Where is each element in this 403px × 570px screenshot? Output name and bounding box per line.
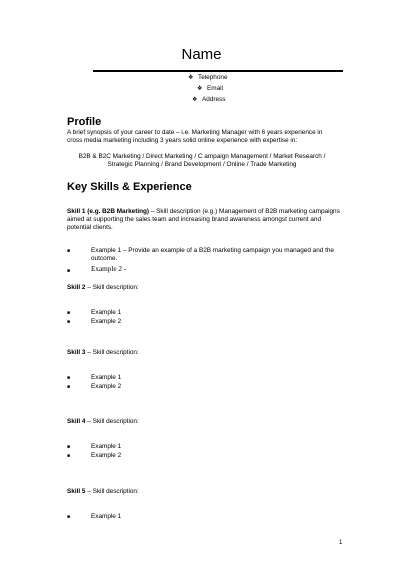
skill3-example2: Example 2 <box>91 383 122 390</box>
skill5-title: Skill 5 <box>67 488 86 495</box>
profile-heading: Profile <box>67 116 102 128</box>
skill4-line: Skill 4 – Skill description: <box>67 418 139 425</box>
skill2-line: Skill 2 – Skill description: <box>67 284 139 291</box>
diamond-cluster-icon: ❖ <box>197 86 203 92</box>
skill1-block: Skill 1 (e.g. B2B Marketing) – Skill description (e.g.) Management of B2B marketing campaigns aimed at supporting the sales team and increasing brand awareness amongst current and potential clients. <box>67 208 340 231</box>
square-bullet-icon: ■ <box>67 310 71 316</box>
diamond-cluster-icon: ❖ <box>192 97 198 103</box>
skills-heading: Key Skills & Experience <box>67 181 192 193</box>
skill3-example1: Example 1 <box>91 374 122 381</box>
diamond-cluster-icon: ❖ <box>188 75 194 81</box>
skill4-title: Skill 4 <box>67 418 86 425</box>
skill3-title: Skill 3 <box>67 349 86 356</box>
skill1-example2: Example 2 - <box>91 265 127 273</box>
skill4-example1: Example 1 <box>91 443 122 450</box>
profile-expertise: B2B & B2C Marketing / Direct Marketing / C ampaign Management / Market Research / Strategic Planning / Brand Development / Online / Trade Marketing <box>78 153 326 168</box>
contact-telephone: ❖ Telephone <box>188 74 228 81</box>
skill2-example2: Example 2 <box>91 318 122 325</box>
square-bullet-icon: ■ <box>67 319 71 325</box>
header-divider <box>93 70 343 72</box>
square-bullet-icon: ■ <box>67 268 71 274</box>
square-bullet-icon: ■ <box>67 444 71 450</box>
contact-email: ❖ Email <box>197 85 223 92</box>
square-bullet-icon: ■ <box>67 514 71 520</box>
skill2-title: Skill 2 <box>67 284 86 291</box>
skill3-line: Skill 3 – Skill description: <box>67 349 139 356</box>
skill5-line: Skill 5 – Skill description: <box>67 488 139 495</box>
profile-synopsis: A brief synopsis of your career to date – i.e. Marketing Manager with 6 years experience in cross media marketing including 3 years solid online experience with expertise in: <box>67 129 323 144</box>
square-bullet-icon: ■ <box>67 375 71 381</box>
skill5-example1: Example 1 <box>91 513 122 520</box>
square-bullet-icon: ■ <box>67 248 71 254</box>
page-number: 1 <box>339 540 343 546</box>
resume-name: Name <box>181 46 222 63</box>
contact-address: ❖ Address <box>192 96 226 103</box>
square-bullet-icon: ■ <box>67 453 71 459</box>
skill1-example1: Example 1 – Provide an example of a B2B marketing campaign you managed and the outcome. <box>91 247 334 262</box>
square-bullet-icon: ■ <box>67 384 71 390</box>
skill1-title: Skill 1 (e.g. B2B Marketing) <box>67 208 150 215</box>
skill2-example1: Example 1 <box>91 309 122 316</box>
skill4-example2: Example 2 <box>91 452 122 459</box>
